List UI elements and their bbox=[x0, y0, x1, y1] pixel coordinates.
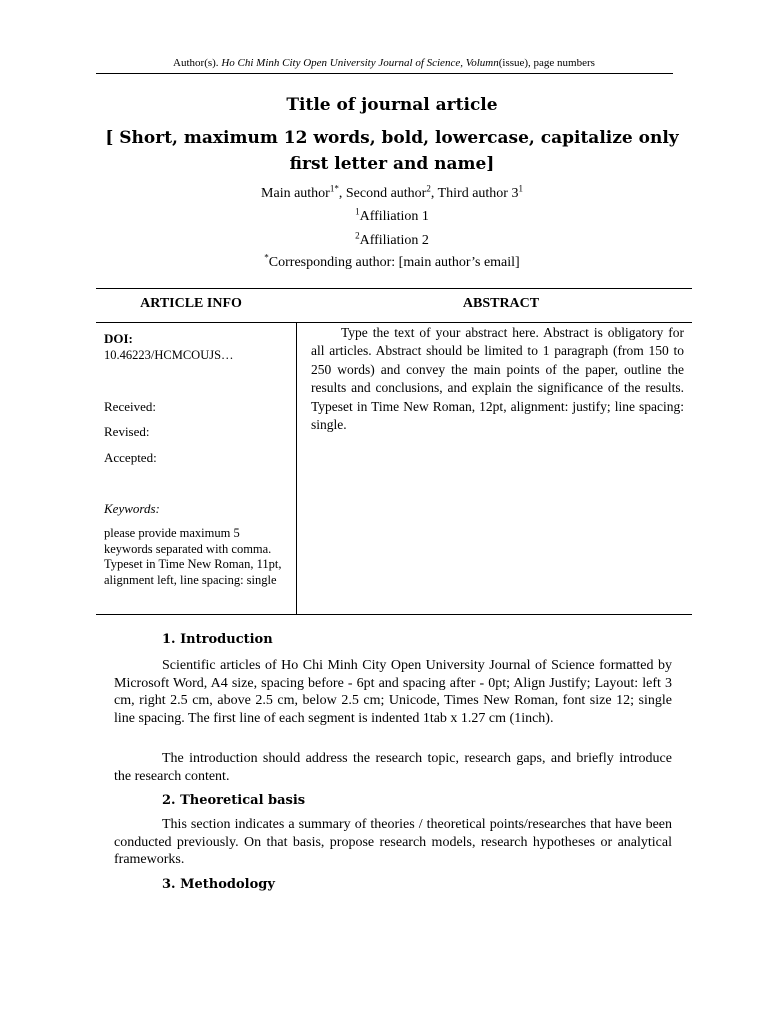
article-info-heading: ARTICLE INFO bbox=[140, 296, 242, 311]
affiliation-2-sup: 2 bbox=[355, 230, 360, 241]
section-heading-theoretical-basis: 2. Theoretical basis bbox=[162, 793, 306, 808]
abstract-text: Type the text of your abstract here. Abstract is obligatory for all articles. Abstract should be limited to 1 paragraph (from 150 to 250 words) and convey the main points of the paper, outline the results and conclusions, and explain the significance of the results. Typeset in Time New Roman, 12pt, alignment: justify; line spacing: single. bbox=[311, 325, 684, 433]
corresponding-text: Corresponding author: [main author’s email] bbox=[268, 255, 520, 270]
abstract-heading: ABSTRACT bbox=[462, 296, 540, 311]
third-author: , Third author 3 bbox=[430, 186, 519, 201]
affiliation-2-text: Affiliation 2 bbox=[359, 233, 429, 248]
affiliation-1 bbox=[96, 208, 688, 226]
header-journal: Ho Chi Minh City Open University Journal of Science, Volumn bbox=[221, 57, 499, 69]
author-list bbox=[96, 185, 688, 203]
theoretical-basis-paragraph: This section indicates a summary of theories / theoretical points/researches that have been conducted previously. On that basis, propose research models, research hypotheses or analytical frameworks. bbox=[114, 817, 672, 867]
third-author-sup: 1 bbox=[518, 183, 523, 194]
affiliation-2 bbox=[96, 232, 688, 250]
accepted-label: Accepted: bbox=[104, 450, 157, 465]
affiliation-1-text: Affiliation 1 bbox=[359, 209, 429, 224]
table-header-rule bbox=[96, 322, 692, 323]
main-author-sup: 1* bbox=[329, 183, 339, 194]
section-heading-introduction: 1. Introduction bbox=[162, 632, 273, 647]
keywords-label: Keywords: bbox=[104, 501, 160, 516]
main-author: Main author bbox=[261, 186, 330, 201]
keywords-text: please provide maximum 5 keywords separated with comma. Typeset in Time New Roman, 11pt, alignment left, line spacing: single bbox=[104, 526, 282, 587]
doi-label: DOI: bbox=[104, 331, 133, 346]
affiliation-1-sup: 1 bbox=[355, 206, 360, 217]
introduction-paragraph-1: Scientific articles of Ho Chi Minh City Open University Journal of Science formatted by Microsoft Word, A4 size, spacing before - 6pt and spacing after - 0pt; Align Justify; Layout: left 3 cm, right 2.5 cm, above 2.5 cm, below 2.5 cm; Unicode, Times New Roman, font size 12; single line spacing. The first line of each segment is indented 1tab x 1.27 cm (1inch). bbox=[114, 658, 672, 726]
section-heading-methodology: 3. Methodology bbox=[162, 877, 275, 892]
second-author: , Second author bbox=[338, 186, 427, 201]
table-bottom-rule bbox=[96, 614, 692, 615]
table-top-rule bbox=[96, 288, 692, 289]
title-instructions: [ Short, maximum 12 words, bold, lowercase, capitalize only first letter and name] bbox=[105, 128, 679, 174]
revised-label: Revised: bbox=[104, 424, 150, 439]
introduction-paragraph-2: The introduction should address the research topic, research gaps, and briefly introduce the research content. bbox=[114, 751, 672, 784]
header-rule bbox=[96, 73, 673, 74]
running-header bbox=[96, 56, 672, 70]
table-column-divider bbox=[296, 322, 297, 615]
header-prefix: Author(s). bbox=[173, 57, 222, 69]
article-title: Title of journal article bbox=[286, 95, 498, 115]
second-author-sup: 2 bbox=[426, 183, 431, 194]
received-label: Received: bbox=[104, 399, 156, 414]
header-suffix: (issue), page numbers bbox=[498, 57, 595, 69]
doi-value: 10.46223/HCMCOUJS… bbox=[104, 348, 234, 362]
corresponding-sup: * bbox=[264, 252, 269, 263]
corresponding-author bbox=[96, 254, 688, 272]
